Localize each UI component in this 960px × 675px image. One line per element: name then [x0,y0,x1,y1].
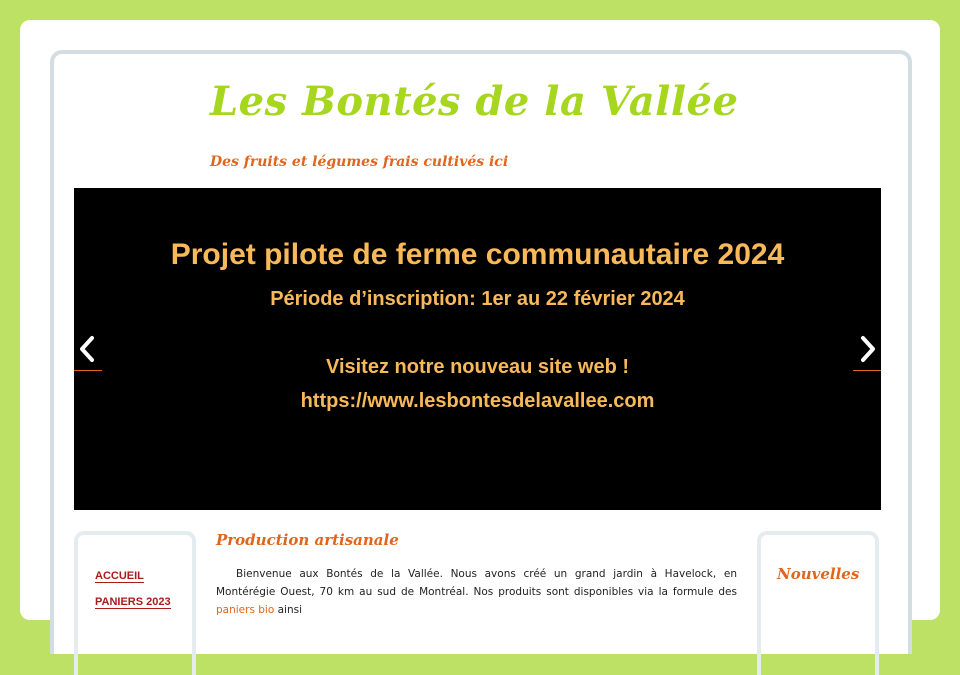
slide-headline: Projet pilote de ferme communautaire 2024 [170,238,785,271]
slide-website-url: https://www.lesbontesdelavallee.com [300,390,655,412]
chevron-right-icon [853,328,881,370]
post-body [216,565,737,619]
image-slider[interactable] [74,188,881,510]
page-container [20,20,940,620]
nav-item-accueil[interactable]: ACCUEIL [95,570,144,582]
news-widget-title: Nouvelles [777,565,860,583]
nav-item-paniers-2023[interactable]: PANIERS 2023 [95,596,171,608]
main-content [216,531,737,619]
slider-next-button[interactable] [853,328,881,371]
post-title[interactable]: Production artisanale [216,531,399,549]
site-title[interactable]: Les Bontés de la Vallée [210,78,739,125]
slide-visit-text: Visitez notre nouveau site web ! [325,356,630,378]
paniers-bio-link[interactable]: paniers bio [216,604,275,616]
content-frame [50,50,912,654]
slide-registration-period: Période d’inscription: 1er au 22 février 2024 [270,288,685,310]
sidebar-navigation [74,531,196,675]
post-body-text-continued: ainsi [274,604,302,616]
site-tagline: Des fruits et légumes frais cultivés ici [210,154,509,170]
sidebar-news [757,531,879,675]
chevron-left-icon [74,328,102,370]
slider-prev-button[interactable] [74,328,102,371]
post-body-text: Bienvenue aux Bontés de la Vallée. Nous avons créé un grand jardin à Havelock, en Montérégie Ouest, 70 km au sud de Montréal. Nos produits sont disponibles via la formule des [216,568,737,598]
